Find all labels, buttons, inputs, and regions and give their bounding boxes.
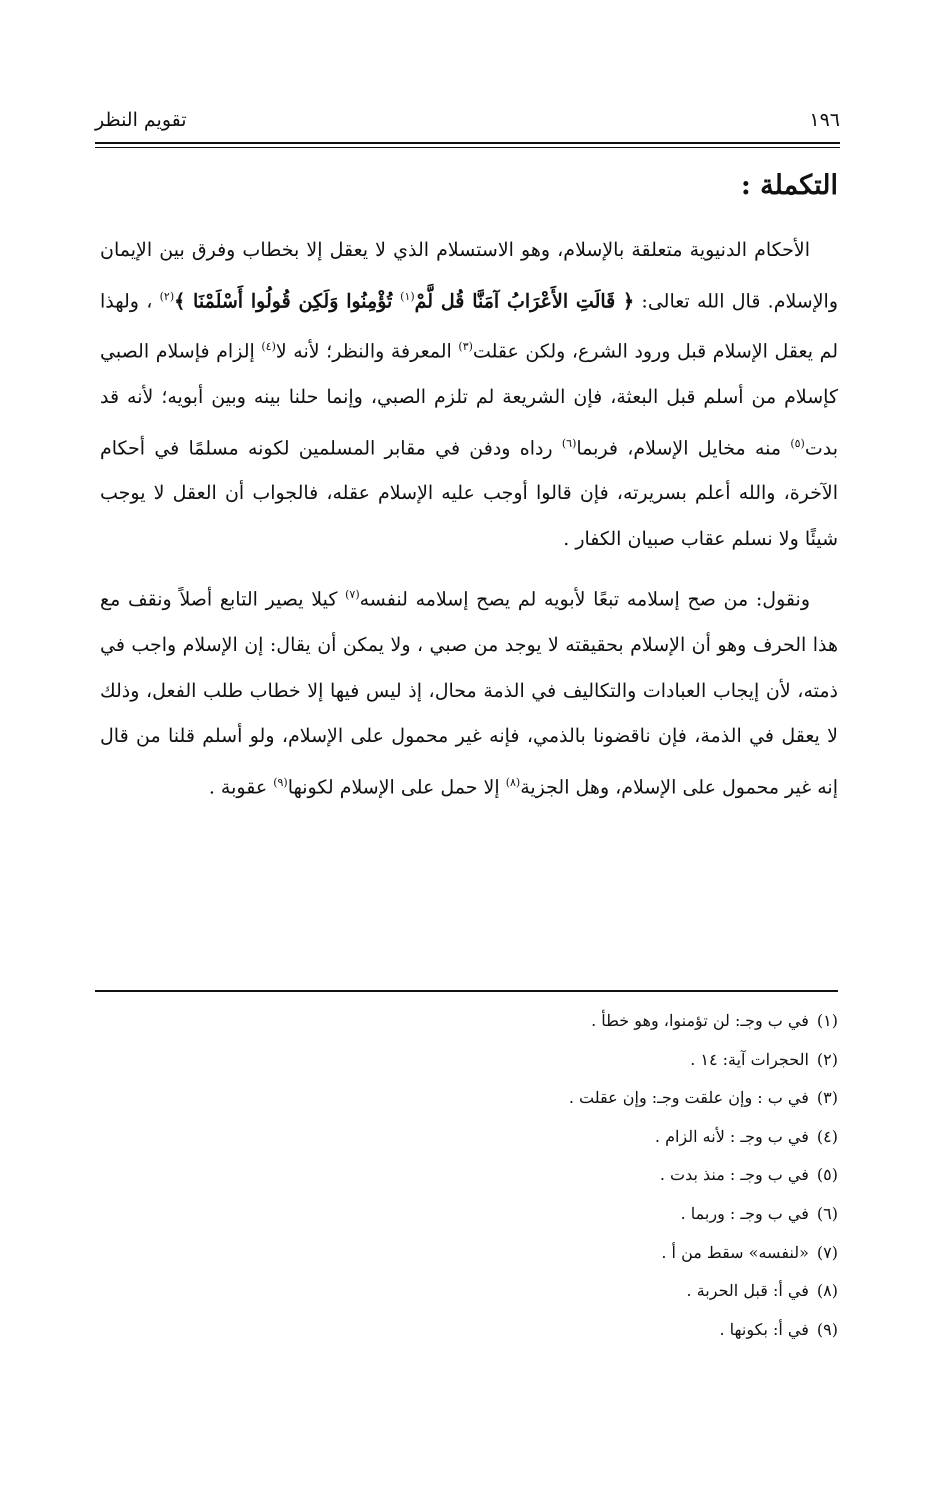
footnote-number: (١)	[816, 1011, 838, 1030]
footnote-item	[300, 1002, 838, 1041]
text-run: ، ولهذا لم يعقل الإسلام قبل ورود الشرع، ولكن عقلت	[100, 289, 838, 363]
footnote-text: في ب : وإن علقت وجـ: وإن عقلت .	[568, 1088, 809, 1108]
footnote-text: في ب وجـ : لأنه الزام .	[654, 1126, 809, 1146]
footnote-item	[300, 1041, 838, 1080]
text-run: عقوبة .	[208, 776, 274, 799]
page-number: ١٩٦	[809, 109, 840, 131]
footnote-text: «لنفسه» سقط من أ .	[661, 1242, 809, 1262]
footnote-number: (٥)	[816, 1165, 838, 1185]
footnotes-list	[300, 1002, 838, 1349]
text-run: إلزام فإسلام الصبي كإسلام من أسلم قبل البعثة، فإن الشريعة لم تلزم الصبي، وإنما حلنا بينه وبين أبويه؛ لأنه قد بدت	[100, 340, 838, 459]
footnote-marker: (٤)	[261, 340, 276, 354]
footnote-rule	[95, 990, 838, 992]
text-run: منه مخايل الإسلام، فربما	[576, 436, 791, 459]
footnote-marker: (٦)	[561, 436, 577, 450]
header-rule-thin	[95, 147, 840, 148]
section-title: التكملة :	[740, 170, 838, 201]
footnote-item	[300, 1272, 838, 1311]
footnote-number: (٣)	[816, 1088, 838, 1108]
quran-verse: تُؤْمِنُوا وَلَكِن قُولُوا أَسْلَمْنَا ﴾	[174, 289, 401, 312]
footnote-item	[300, 1195, 838, 1234]
text-run: المعرفة والنظر؛ لأنه لا	[275, 340, 459, 363]
footnote-number: (٩)	[816, 1319, 838, 1339]
text-run: كيلا يصير التابع أصلاً ونقف مع هذا الحرف وهو أن الإسلام بحقيقته لا يوجد من صبي ، ولا يمكن أن يقال: إن الإسلام واجب في ذمته، لأن إيجاب العبادات والتكاليف في الذمة محال، إذ ليس فيها إلا خطاب طلب الفعل، وذلك لا يعقل في الذمة، فإن ناقضونا بالذمي، فإنه غير محمول على الإسلام، ولو أسلم قلنا من قال إنه غير محمول على الإسلام، وهل الجزية	[100, 588, 838, 799]
footnote-item	[300, 1234, 838, 1273]
quran-verse: ﴿ قَالَتِ الأَعْرَابُ آمَنَّا قُل لَّمْ	[414, 289, 635, 312]
text-run: الأحكام الدنيوية متعلقة بالإسلام، وهو الاستسلام الذي لا يعقل إلا بخطاب وفرق بين الإيمان والإسلام. قال الله تعالى:	[100, 239, 838, 312]
footnote-marker: (٧)	[345, 588, 360, 602]
footnote-item	[300, 1156, 838, 1195]
header-rule	[95, 142, 840, 144]
footnote-text: الحجرات آية: ١٤ .	[690, 1049, 809, 1069]
text-run: ونقول: من صح إسلامه تبعًا لأبويه لم يصح إسلامه لنفسه	[359, 588, 810, 611]
footnote-text: في ب وجـ : منذ بدت .	[659, 1165, 809, 1185]
footnote-text: في أ: قبل الحربة .	[686, 1281, 809, 1301]
footnote-text: في ب وجـ : وربما .	[680, 1203, 809, 1223]
footnote-number: (٨)	[816, 1281, 838, 1301]
footnote-text: في ب وجـ: لن تؤمنوا، وهو خطأ .	[591, 1011, 809, 1030]
footnote-marker: (٥)	[790, 436, 805, 450]
footnote-item	[300, 1311, 838, 1350]
footnote-marker: (٨)	[505, 775, 521, 789]
text-run: رداه ودفن في مقابر المسلمين لكونه مسلمًا في أحكام الآخرة، والله أعلم بسريرته، فإن قالوا أوجب عليه الإسلام عقله، فالجواب أن العقل لا يوجب شيئًا ولا نسلم عقاب صبيان الكفار .	[100, 436, 838, 550]
footnote-number: (٧)	[816, 1242, 838, 1262]
paragraph-2	[100, 572, 838, 810]
running-title: تقويم النظر	[95, 109, 187, 131]
text-run: إلا حمل على الإسلام لكونها	[287, 776, 506, 799]
paragraph-1	[100, 228, 838, 562]
footnote-number: (٤)	[816, 1126, 838, 1146]
page-header	[95, 102, 840, 138]
footnote-item	[300, 1079, 838, 1118]
footnote-marker: (١)	[400, 289, 415, 303]
body-text	[100, 228, 838, 821]
footnote-number: (٦)	[816, 1203, 838, 1223]
footnote-marker: (٩)	[273, 775, 288, 789]
footnote-item	[300, 1118, 838, 1157]
footnote-text: في أ: بكونها .	[719, 1319, 809, 1339]
footnote-marker: (٣)	[458, 340, 473, 354]
footnote-marker: (٢)	[159, 289, 175, 303]
footnote-number: (٢)	[816, 1049, 838, 1069]
